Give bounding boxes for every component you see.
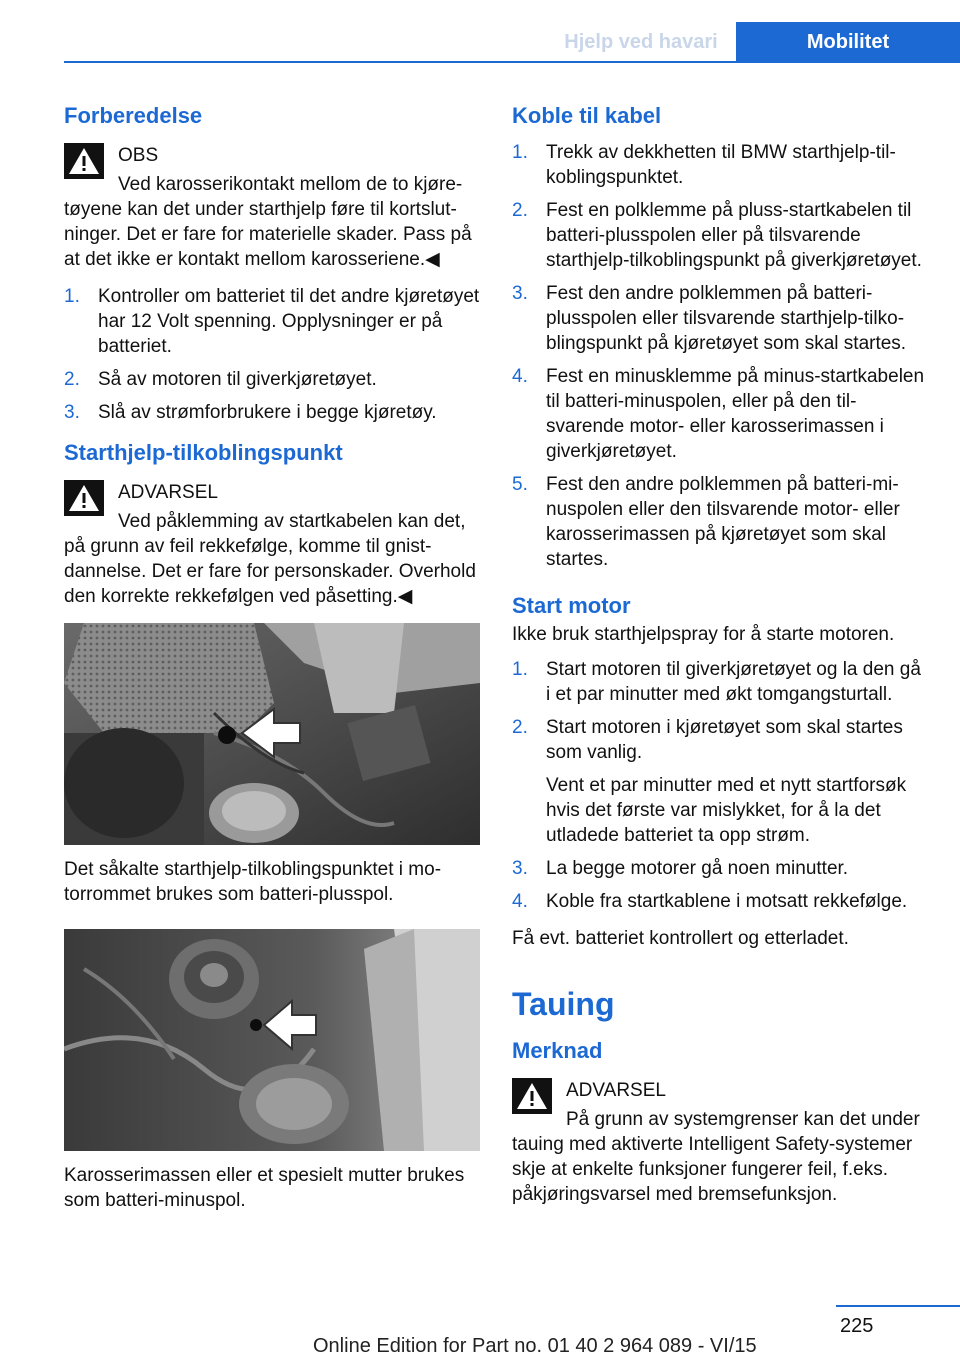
- heading-jumpstart-point: Starthjelp-tilkoblingspunkt: [64, 440, 343, 465]
- list-item: 3. La begge motorer gå noen minutter.: [512, 858, 849, 879]
- warning-triangle-icon: [64, 143, 104, 179]
- page-number: 225: [840, 1315, 874, 1337]
- start-intro: Ikke bruk starthjelpspray for å starte motoren.: [512, 624, 895, 645]
- list-item: 5. Fest den andre polklemmen på batteri-minuspolen eller den tilsvarende motor- eller karosserimassen på kjøretøyet som skal startes.: [512, 474, 900, 570]
- heading-start-engine: Start motor: [512, 593, 631, 618]
- start-steps: [512, 657, 928, 914]
- warning-towing: [512, 1075, 928, 1207]
- heading-connect-cable: Koble til kabel: [512, 103, 662, 128]
- warning-triangle-icon: [64, 480, 104, 516]
- warning-label: ADVARSEL: [118, 482, 218, 503]
- page-header: [0, 0, 960, 62]
- section-tab[interactable]: Hjelp ved havari: [564, 31, 718, 53]
- warning-obs: [64, 140, 482, 272]
- warning-text: På grunn av systemgrenser kan det under tauing med aktiverte Intelligent Safety-systemer skje at enkelte funksjoner fungerer feil, f.eks. påkjøringsvarsel med bremsefunksjon.: [512, 1109, 920, 1205]
- chapter-tab-active[interactable]: Mobilitet: [736, 22, 960, 62]
- figure-caption: Det såkalte starthjelp-tilkoblingspunktet i motorrommet brukes som batteri-plusspol.: [64, 859, 442, 905]
- preparation-steps: [64, 284, 482, 425]
- list-item: 2. Så av motoren til giverkjøretøyet.: [64, 369, 377, 390]
- heading-preparation: Forberedelse: [64, 103, 203, 128]
- warning-triangle-icon: [512, 1078, 552, 1114]
- right-column: [512, 100, 928, 1219]
- footer-edition: Online Edition for Part no. 01 40 2 964 089 - VI/15: [313, 1335, 757, 1357]
- list-item: 4. Fest en minusklemme på minus-startkabelen til batteri-minuspolen, eller på den tilsvarende motor- eller karosserimassen i giverkjøretøyet.: [512, 366, 925, 462]
- list-item: 1. Kontroller om batteriet til det andre kjøretøyet har 12 Volt spenning. Opplysninger er på batteriet.: [64, 286, 480, 357]
- footer-rule: [836, 1305, 960, 1307]
- heading-towing: Tauing: [512, 986, 615, 1022]
- warning-advarsel: [64, 477, 482, 609]
- list-item: 2. Fest en polklemme på pluss-startkabelen til batteri-plusspolen eller på tilsvarende starthjelp-tilkoblingspunkt på giverkjøretøyet.: [512, 200, 922, 271]
- engine-photo-minus: [64, 929, 480, 1151]
- engine-photo-plus: [64, 623, 480, 845]
- heading-note: Merknad: [512, 1038, 603, 1063]
- figure-caption: Karosserimassen eller et spesielt mutter brukes som batteri-minuspol.: [64, 1165, 465, 1211]
- list-item: 3. Slå av strømforbrukere i begge kjøretøy.: [64, 402, 437, 423]
- cable-steps: [512, 140, 928, 572]
- list-item: 3. Fest den andre polklemmen på batteriplusspolen eller tilsvarende starthjelp-tilkoblingspunkt på kjøretøyet som skal startes.: [512, 283, 907, 354]
- warning-label: ADVARSEL: [566, 1080, 666, 1101]
- left-column: [64, 100, 482, 1235]
- list-item: 4. Koble fra startkablene i motsatt rekkefølge.: [512, 891, 908, 912]
- warning-label: OBS: [118, 145, 159, 166]
- list-item: 1. Trekk av dekkhetten til BMW starthjelp-tilkoblingspunktet.: [512, 142, 896, 188]
- list-item: 1. Start motoren til giverkjøretøyet og la den gå i et par minutter med økt tomgangsturtall.: [512, 659, 921, 705]
- list-item: 2. Start motoren i kjøretøyet som skal startes som vanlig. Vent et par minutter med et nytt startforsøk hvis det første var mislykket, for å la det utladede batteriet ta opp strøm.: [512, 717, 907, 846]
- start-outro: Få evt. batteriet kontrollert og etterladet.: [512, 928, 849, 949]
- warning-text: Ved karosserikontakt mellom de to kjøretøyene kan det under starthjelp føre til kortslutninger. Det er fare for materielle skader. Pass på at det ikke er kontakt mellom karosseriene.◀: [64, 174, 472, 270]
- header-rule: [64, 61, 960, 63]
- warning-text: Ved påklemming av startkabelen kan det, på grunn av feil rekkefølge, komme til gnistdannelse. Det er fare for personskader. Overhold den korrekte rekkefølgen ved påsetting.◀: [64, 511, 476, 607]
